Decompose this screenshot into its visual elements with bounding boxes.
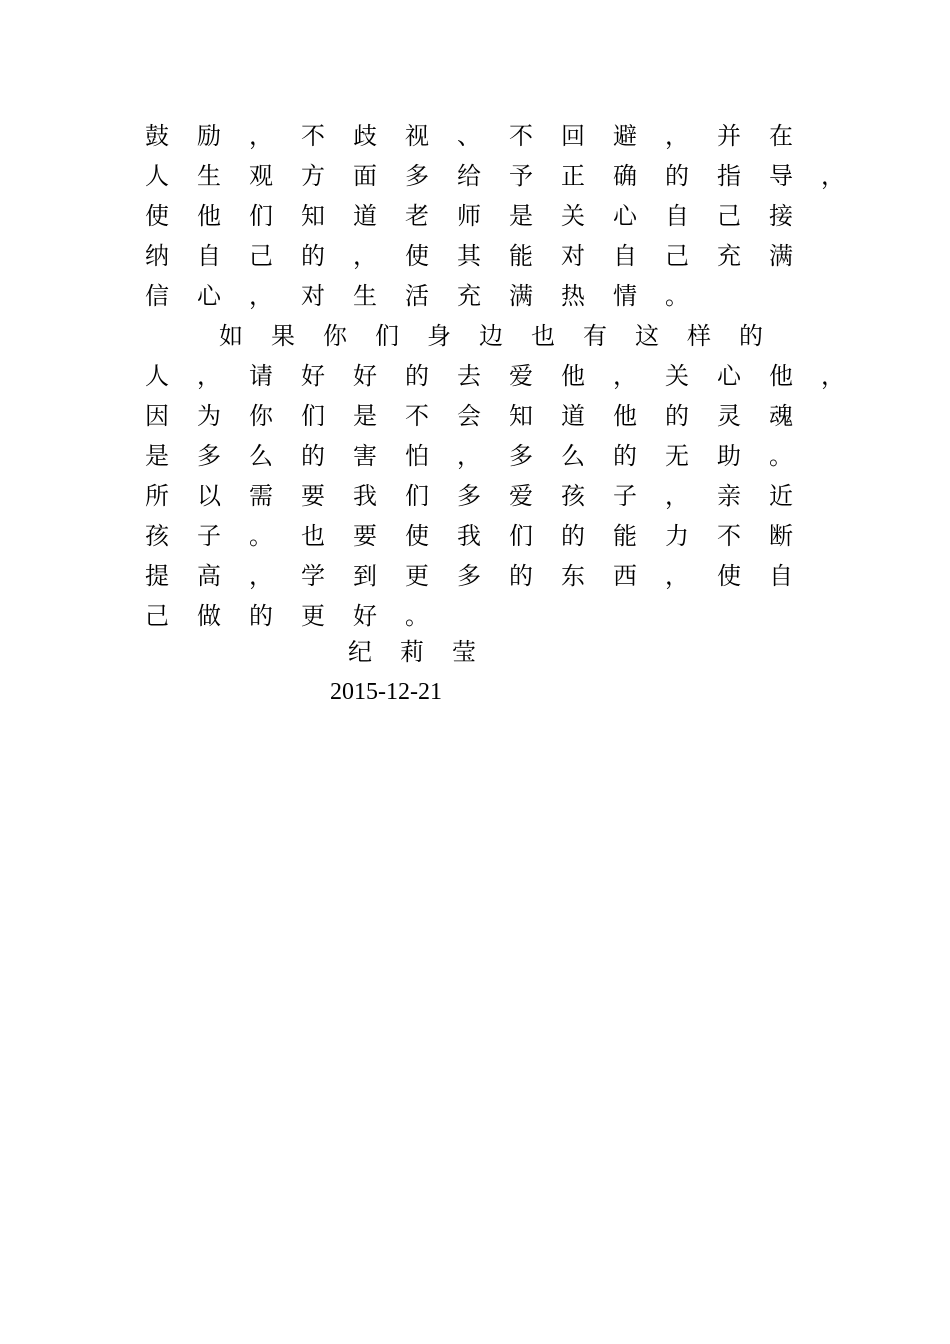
text-line: 孩子。也要使我们的能力不断 bbox=[145, 522, 821, 550]
text-line: 因为你们是不会知道他的灵魂 bbox=[145, 402, 821, 430]
text-line: 信心，对生活充满热情。 bbox=[145, 282, 717, 310]
text-line: 人生观方面多给予正确的指导， bbox=[145, 162, 873, 190]
author-signature: 纪莉莹 bbox=[348, 638, 504, 666]
text-line: 人，请好好的去爱他，关心他， bbox=[145, 362, 873, 390]
document-date: 2015-12-21 bbox=[330, 679, 442, 705]
text-line: 鼓励，不歧视、不回避，并在 bbox=[145, 122, 821, 150]
text-line: 所以需要我们多爱孩子，亲近 bbox=[145, 482, 821, 510]
text-line: 己做的更好。 bbox=[145, 602, 457, 630]
text-line: 提高，学到更多的东西，使自 bbox=[145, 562, 821, 590]
text-line: 纳自己的，使其能对自己充满 bbox=[145, 242, 821, 270]
text-line-indented: 如果你们身边也有这样的 bbox=[219, 322, 791, 350]
text-line: 使他们知道老师是关心自己接 bbox=[145, 202, 821, 230]
text-line: 是多么的害怕，多么的无助。 bbox=[145, 442, 821, 470]
body-text bbox=[145, 116, 873, 636]
